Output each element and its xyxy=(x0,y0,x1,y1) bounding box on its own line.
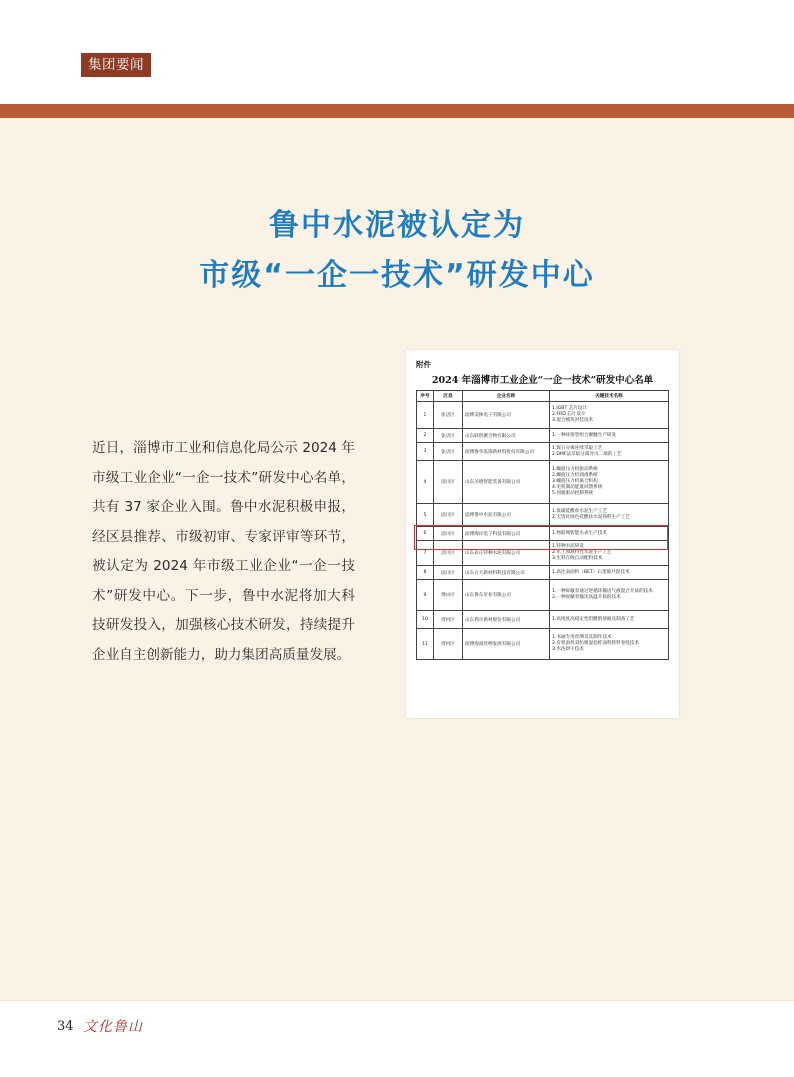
row-number: 11 xyxy=(417,629,434,660)
tech-item: 1.螺旋压力机驱动系统 xyxy=(552,467,598,472)
tech-item: 3.混合模块封装技术 xyxy=(552,418,594,423)
row-company: 山东圣德智能装备有限公司 xyxy=(463,461,550,504)
page-number: 34 xyxy=(57,1019,74,1034)
tech-item: 1.物联网智能水表生产技术 xyxy=(552,530,607,536)
row-number: 5 xyxy=(417,504,434,527)
row-district: 博山区 xyxy=(434,580,463,611)
row-company: 淄博鲁中水泥有限公司 xyxy=(463,504,550,527)
tech-item: 2.DMF法萃取分离异戊二烯的工艺 xyxy=(552,451,622,457)
tech-item: 2.FRD 芯片设计 xyxy=(552,412,586,417)
tech-item: 3.生料在线自动配料技术 xyxy=(552,556,603,561)
row-district: 张店区 xyxy=(434,429,463,443)
tech-item: 1.IGBT 芯片设计 xyxy=(552,406,588,411)
row-company: 淄博海润丝绸发展有限公司 xyxy=(463,629,550,660)
table-header-row xyxy=(417,391,669,402)
tech-item: 4.电机制动能量回馈系统 xyxy=(552,485,603,490)
row-tech-list xyxy=(550,566,669,580)
tech-item: 2.无害化绿色硅酸盐水泥熟料生产工艺 xyxy=(552,515,630,520)
row-number: 1 xyxy=(417,402,434,429)
row-company: 山东方大新材料科技有限公司 xyxy=(463,566,550,580)
document-label: 附件 xyxy=(416,360,431,369)
table-row xyxy=(417,402,669,429)
page-header-area xyxy=(0,0,794,104)
footer-divider xyxy=(0,1000,794,1001)
row-district: 张店区 xyxy=(434,443,463,461)
tech-item: 3.水洗烘干技术 xyxy=(552,647,584,652)
table-row xyxy=(417,504,669,527)
row-company: 山东利尔新材股份有限公司 xyxy=(463,611,550,629)
row-company: 山东联创聚合物有限公司 xyxy=(463,429,550,443)
tech-item: 2.一种屏蔽泵输送高温介质的技术 xyxy=(552,595,621,600)
col-header-tech: 关键技术名称 xyxy=(550,391,669,402)
tech-item: 1.煤五分离连续萃取工艺 xyxy=(552,445,603,451)
row-tech-list xyxy=(550,580,669,611)
row-number: 4 xyxy=(417,461,434,504)
row-district: 淄川区 xyxy=(434,504,463,527)
row-district: 周村区 xyxy=(434,629,463,660)
headline-line-1: 鲁中水泥被认定为 xyxy=(269,208,525,243)
row-district: 淄川区 xyxy=(434,527,463,541)
tech-item: 1.一种环保型组合聚醚生产研发 xyxy=(552,432,617,438)
tech-item: 1.特种水泥研发 xyxy=(552,544,584,549)
tech-item: 3.螺旋压力机离合机构 xyxy=(552,479,598,484)
row-district: 淄川区 xyxy=(434,461,463,504)
row-tech-list xyxy=(550,443,669,461)
tech-item: 1.书画专用丝绸及其制作技术 xyxy=(552,635,612,640)
row-company: 山东岩正特种水泥有限公司 xyxy=(463,541,550,566)
table-row xyxy=(417,461,669,504)
row-company: 淄博美林电子有限公司 xyxy=(463,402,550,429)
row-company: 山东鲁东泵业有限公司 xyxy=(463,580,550,611)
table-row xyxy=(417,580,669,611)
tech-item: 2.军工领域特性水泥生产工艺 xyxy=(552,550,612,555)
row-number: 3 xyxy=(417,443,434,461)
table-row xyxy=(417,629,669,660)
headline-line-2: 市级“一企一技术”研发中心 xyxy=(199,258,595,293)
section-tag: 集团要闻 xyxy=(81,53,151,77)
row-district: 淄川区 xyxy=(434,566,463,580)
table-row xyxy=(417,429,669,443)
tech-item: 1.一种屏蔽泵通过逆循环输送气液混合介质的技术 xyxy=(552,589,653,594)
tech-item: 1.高纯度高稳定性铝酸钠溶液及制备工艺 xyxy=(552,616,635,622)
tech-item: 5.伺服驱动控制系统 xyxy=(552,491,594,496)
tech-item: 1.高比表面积（BET）石墨烯共混技术 xyxy=(552,569,630,575)
header-rule xyxy=(0,104,794,118)
row-district: 淄川区 xyxy=(434,541,463,566)
tech-item: 2.有机蚕丝双纺喷湿捻纤面料胚料卷绕技术 xyxy=(552,641,640,646)
col-header-company: 企业名称 xyxy=(463,391,550,402)
row-number: 6 xyxy=(417,527,434,541)
table-row xyxy=(417,611,669,629)
row-tech-list xyxy=(550,402,669,429)
article-body: 近日，淄博市工业和信息化局公示 2024 年市级工业企业“一企一技术”研发中心名单，共有 37 家企业入围。鲁中水泥积极申报，经区县推荐、市级初审、专家评审等环节，被认定为 2024 年市级工业企业“一企一技术”研发中心。下一步，鲁中水泥将加大科技研发投入，加强核心技术研发，持续提升企业自主创新能力，助力集团高质量发展。 xyxy=(92,440,355,663)
tech-item: 1.低碳硅酸盐水泥生产工艺 xyxy=(552,509,607,514)
row-number: 10 xyxy=(417,611,434,629)
highlight-box xyxy=(414,525,668,550)
col-header-district: 区县 xyxy=(434,391,463,402)
document-title: 2024 年淄博市工业企业“一企一技术”研发中心名单 xyxy=(431,375,654,386)
tech-item: 2.螺旋压力机润滑系统 xyxy=(552,473,598,478)
row-tech-list xyxy=(550,461,669,504)
row-company: 淄博海岸电子科技有限公司 xyxy=(463,527,550,541)
row-number: 2 xyxy=(417,429,434,443)
row-tech-list xyxy=(550,629,669,660)
row-number: 9 xyxy=(417,580,434,611)
row-district: 张店区 xyxy=(434,402,463,429)
table-row xyxy=(417,443,669,461)
table-row xyxy=(417,566,669,580)
row-company: 淄博鲁华泓锦新材料股份有限公司 xyxy=(463,443,550,461)
row-tech-list xyxy=(550,504,669,527)
row-district: 周村区 xyxy=(434,611,463,629)
col-header-no: 序号 xyxy=(417,391,434,402)
magazine-logo: 文化鲁山 xyxy=(83,1019,143,1035)
row-tech-list xyxy=(550,611,669,629)
row-tech-list xyxy=(550,429,669,443)
row-number: 7 xyxy=(417,541,434,566)
row-number: 8 xyxy=(417,566,434,580)
